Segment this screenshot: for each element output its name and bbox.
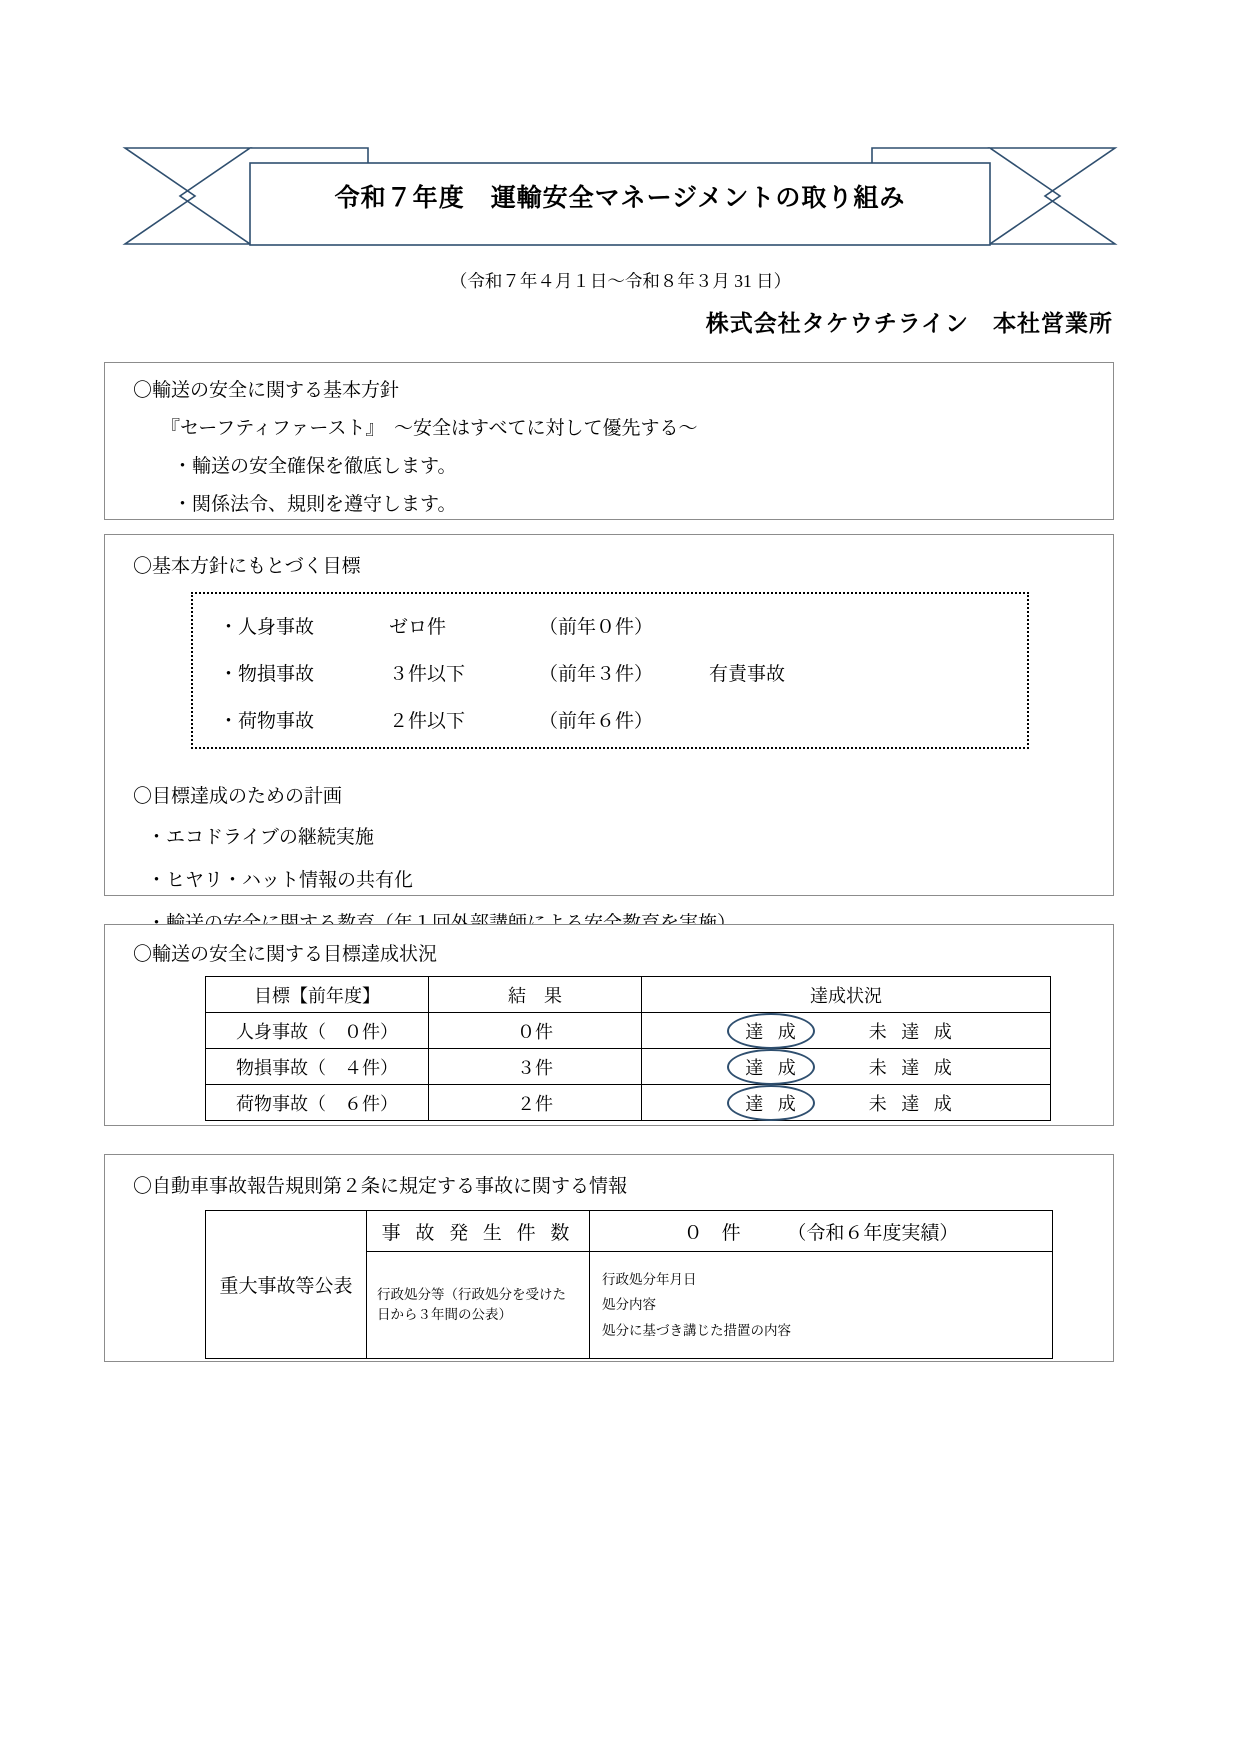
status-table (205, 976, 1051, 1121)
goals-dotted-box (191, 592, 1029, 749)
not-achieved-label: 未 達 成 (868, 1021, 957, 1042)
penalty-detail-cell (590, 1252, 1053, 1359)
plan-item-1: ・エコドライブの継続実施 (147, 827, 374, 848)
plan-heading: 〇目標達成のための計画 (133, 786, 343, 807)
policy-item-1: ・輸送の安全確保を徹底します。 (173, 456, 457, 477)
policy-section (104, 362, 1114, 520)
penalty-detail-line-3: 処分に基づき講じた措置の内容 (602, 1322, 791, 1338)
goals-section (104, 534, 1114, 896)
not-achieved-label: 未 達 成 (868, 1093, 957, 1114)
report-heading: 〇自動車事故報告規則第２条に規定する事故に関する情報 (133, 1176, 628, 1197)
company-name: 株式会社タケウチライン 本社営業所 (705, 311, 1113, 336)
achieved-marked: 達 成 (735, 1016, 811, 1046)
achieved-marked: 達 成 (735, 1088, 811, 1118)
row-result: ０件 (429, 1013, 642, 1049)
penalty-detail-line-2: 処分内容 (602, 1297, 656, 1313)
row-goal: 人身事故（ ０件） (206, 1013, 429, 1049)
goal-note: 有責事故 (709, 664, 786, 685)
table-row (206, 1085, 1051, 1121)
achieved-marked: 達 成 (735, 1052, 811, 1082)
count-label-cell: 事 故 発 生 件 数 (367, 1211, 590, 1252)
goal-name: ・人身事故 (219, 617, 315, 638)
row-achievement (642, 1085, 1051, 1121)
accident-report-section (104, 1154, 1114, 1362)
report-table (205, 1210, 1053, 1359)
banner-title-text: 令和７年度 運輸安全マネージメントの取り組み (334, 185, 906, 212)
penalty-detail-line-1: 行政処分年月日 (602, 1271, 697, 1287)
policy-item-2: ・関係法令、規則を遵守します。 (173, 494, 457, 515)
row-achievement (642, 1049, 1051, 1085)
goal-target: ３件以下 (389, 664, 466, 685)
table-row (206, 1013, 1051, 1049)
report-label-text: 重大事故等公表 (219, 1276, 353, 1297)
row-result: ３件 (429, 1049, 642, 1085)
count-note: （令和６年度実績） (787, 1222, 959, 1244)
goal-row (219, 706, 1027, 733)
plan-item-2: ・ヒヤリ・ハット情報の共有化 (147, 870, 414, 891)
col-header-result: 結 果 (429, 977, 642, 1013)
policy-slogan: 『セーフティファースト』 〜安全はすべてに対して優先する〜 (161, 418, 698, 439)
row-result: ２件 (429, 1085, 642, 1121)
table-header-row (206, 977, 1051, 1013)
period-text: （令和７年４月１日〜令和８年３月 31 日） (449, 271, 792, 291)
col-header-achievement: 達成状況 (642, 977, 1051, 1013)
penalty-note-text: 行政処分等（行政処分を受けた日から３年間の公表） (377, 1286, 566, 1322)
not-achieved-label: 未 達 成 (868, 1057, 957, 1078)
title-banner (120, 130, 1120, 260)
policy-heading: 〇輸送の安全に関する基本方針 (133, 380, 400, 401)
goal-prev: （前年３件） (539, 664, 654, 685)
row-goal: 荷物事故（ ６件） (206, 1085, 429, 1121)
table-row (206, 1211, 1053, 1252)
goal-target: ２件以下 (389, 711, 466, 732)
goal-prev: （前年６件） (539, 711, 654, 732)
report-label-cell (206, 1211, 367, 1359)
penalty-note-cell (367, 1252, 590, 1359)
status-section (104, 924, 1114, 1126)
goal-prev: （前年０件） (539, 617, 654, 638)
row-achievement (642, 1013, 1051, 1049)
goal-target: ゼロ件 (389, 617, 447, 638)
count-value-cell (590, 1211, 1053, 1252)
count-value: ０ 件 (683, 1222, 741, 1244)
goal-row (219, 612, 1027, 639)
status-heading: 〇輸送の安全に関する目標達成状況 (133, 944, 438, 965)
goal-name: ・物損事故 (219, 664, 315, 685)
table-row (206, 1049, 1051, 1085)
goal-name: ・荷物事故 (219, 711, 315, 732)
col-header-goal: 目標【前年度】 (206, 977, 429, 1013)
goals-heading: 〇基本方針にもとづく目標 (133, 556, 361, 577)
row-goal: 物損事故（ ４件） (206, 1049, 429, 1085)
goal-row (219, 659, 1027, 686)
